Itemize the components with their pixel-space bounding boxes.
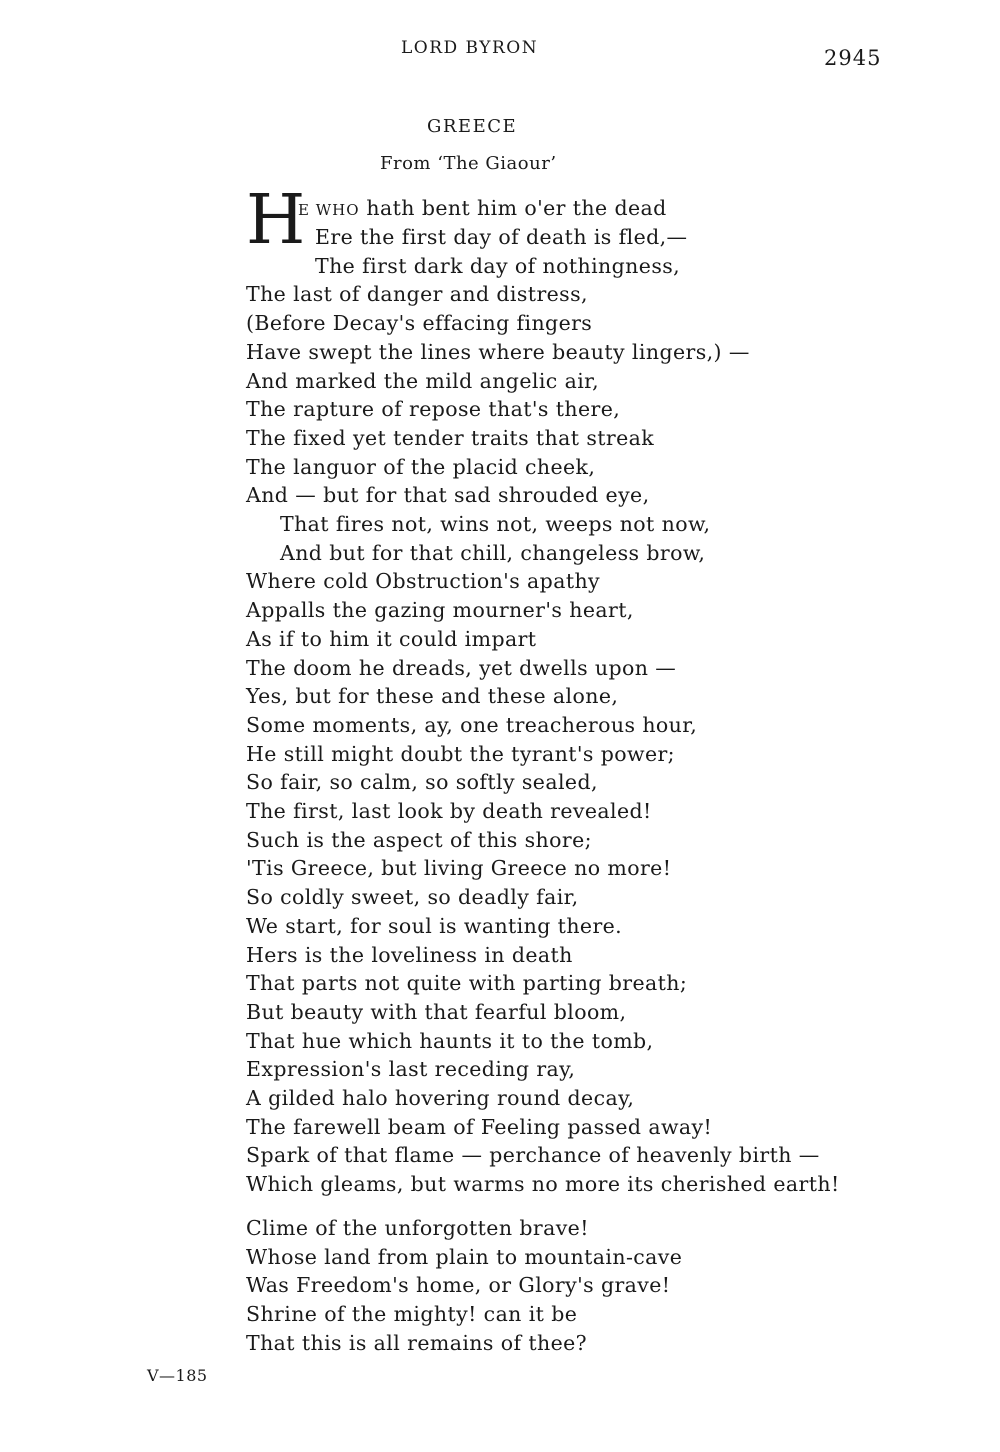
- poem-line: Yes, but for these and these alone,: [246, 684, 619, 709]
- poem-line: He still might doubt the tyrant's power;: [246, 741, 675, 766]
- poem-line: That fires not, wins not, weeps not now,: [280, 512, 711, 536]
- drop-cap: H: [246, 181, 306, 260]
- signature-mark: V—185: [147, 1366, 208, 1385]
- poem-line: The farewell beam of Feeling passed away!: [246, 1114, 713, 1139]
- poem-line: (Before Decay's effacing fingers: [246, 311, 593, 336]
- poem-line: Where cold Obstruction's apathy: [246, 569, 601, 594]
- poem-line: And — but for that sad shrouded eye,: [246, 483, 650, 508]
- poem-line: And but for that chill, changeless brow,: [280, 540, 706, 565]
- poem-line: Ere the first day of death is fled,—: [315, 225, 688, 249]
- poem-line: Whose land from plain to mountain-cave: [246, 1244, 683, 1269]
- poem-line: Which gleams, but warms no more its cherished earth!: [246, 1172, 840, 1197]
- poem-line: The first, last look by death revealed!: [246, 799, 652, 823]
- poem-line: Some moments, ay, one treacherous hour,: [246, 712, 698, 737]
- poem-line: The languor of the placid cheek,: [246, 454, 596, 479]
- poem-line: That parts not quite with parting breath;: [246, 971, 688, 996]
- poem-title: GREECE: [427, 116, 518, 137]
- poem-line: Such is the aspect of this shore;: [246, 827, 592, 852]
- poem-line: Have swept the lines where beauty lingers,) —: [246, 339, 750, 364]
- page-number: 2945: [824, 46, 882, 70]
- poem-line: The first dark day of nothingness,: [315, 253, 681, 278]
- poem-line: So fair, so calm, so softly sealed,: [246, 770, 598, 795]
- first-line-rest: hath bent him o'er the dead: [359, 196, 667, 220]
- poem-line: Spark of that flame — perchance of heavenly birth —: [246, 1143, 820, 1168]
- poem-line: 'Tis Greece, but living Greece no more!: [246, 856, 672, 881]
- poem-line: Was Freedom's home, or Glory's grave!: [246, 1273, 671, 1298]
- poem-line: The fixed yet tender traits that streak: [246, 425, 655, 450]
- poem-line: And marked the mild angelic air,: [246, 368, 600, 393]
- poem-line: The last of danger and distress,: [246, 282, 588, 307]
- poem-line-first: [298, 197, 667, 220]
- poem-line: As if to him it could impart: [246, 626, 537, 651]
- poem-line: The doom he dreads, yet dwells upon —: [246, 655, 677, 680]
- first-line-smallcaps: E WHO: [298, 201, 360, 219]
- poem-line: We start, for soul is wanting there.: [246, 913, 623, 938]
- poem-line: The rapture of repose that's there,: [246, 397, 621, 422]
- poem-line: Hers is the loveliness in death: [246, 942, 573, 967]
- poem-line: Appalls the gazing mourner's heart,: [246, 598, 634, 623]
- poem-line: So coldly sweet, so deadly fair,: [246, 885, 579, 910]
- poem-line: That this is all remains of thee?: [246, 1330, 588, 1355]
- poem-line: Clime of the unforgotten brave!: [246, 1216, 589, 1240]
- running-head: LORD BYRON: [401, 38, 539, 58]
- poem-line: A gilded halo hovering round decay,: [246, 1086, 635, 1110]
- poem-source: From ‘The Giaour’: [380, 153, 557, 174]
- poem-line: That hue which haunts it to the tomb,: [246, 1028, 654, 1053]
- poem-line: Shrine of the mighty! can it be: [246, 1302, 578, 1327]
- poem-line: But beauty with that fearful bloom,: [246, 999, 627, 1024]
- poem-line: Expression's last receding ray,: [246, 1057, 576, 1082]
